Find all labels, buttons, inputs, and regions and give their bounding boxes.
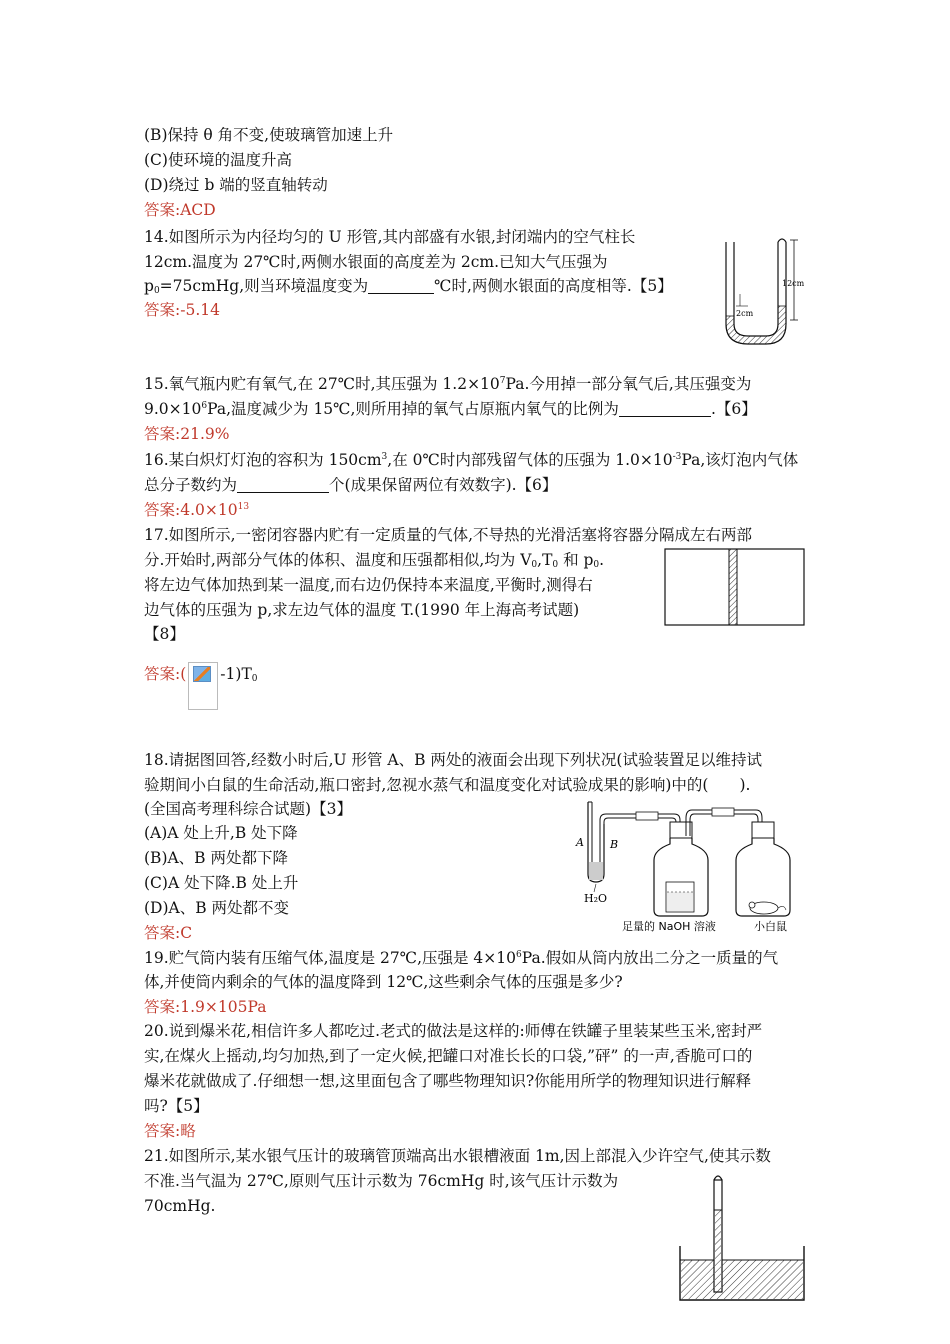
q16-line-1: 16.某白炽灯灯泡的容积为 $150cm^3$,在 0℃时内部残留气体的压强为 $1.0\times 10^{-3}Pa$,该灯泡内气体 <box>144 451 799 469</box>
q21-line-3: 70cmHg. <box>144 1197 216 1215</box>
answer-label: 答案 <box>144 501 176 519</box>
answer-value: :C <box>175 924 193 942</box>
q17-line-1: 17.如图所示,一密闭容器内贮有一定质量的气体,不导热的光滑活塞将容器分隔成左右两部 <box>144 526 753 544</box>
apparatus-figure <box>574 798 810 934</box>
answer-label: 答案 <box>144 425 176 443</box>
answer-label: 答案 <box>144 201 176 219</box>
answer-label: 答案 <box>144 665 176 683</box>
answer-label: 答案 <box>144 998 176 1016</box>
q14-answer <box>144 298 220 323</box>
q17-answer: 答案:( $-1)T_0$ <box>144 662 258 710</box>
label-mouse: 小白鼠 <box>754 920 787 933</box>
answer-blank <box>619 400 711 417</box>
answer-label: 答案 <box>144 301 176 319</box>
q13-option-b: (B)保持 θ 角不变,使玻璃管加速上升 <box>144 126 394 144</box>
q18-option-b: (B)A、B 两处都下降 <box>144 849 288 867</box>
q21-line-2: 不准.当气温为 27℃,原则气压计示数为 76cmHg 时,该气压计示数为 <box>144 1172 619 1190</box>
q13-option-c: (C)使环境的温度升高 <box>144 151 292 169</box>
q17-line-4: 边气体的压强为 p,求左边气体的温度 T.(1990 年上海高考试题) <box>144 601 580 619</box>
q15-answer <box>144 422 229 447</box>
label-2cm: 2cm <box>736 309 754 318</box>
q18-line-3: (全国高考理科综合试题)【3】 <box>144 800 352 818</box>
q17-line-2: 分.开始时,两部分气体的体积、温度和压强都相似,均为 $V_0,T_0$ 和 $p_0$. <box>144 551 605 570</box>
q19-line-2: 体,并使筒内剩余的气体的温度降到 12℃,这些剩余气体的压强是多少? <box>144 973 623 991</box>
answer-value: :1.9×105Pa <box>175 998 267 1016</box>
q20-line-4: 吗?【5】 <box>144 1097 209 1115</box>
q20-line-2: 实,在煤火上摇动,均匀加热,到了一定火候,把罐口对准长长的口袋,”砰” 的一声,香脆可口的 <box>144 1047 753 1065</box>
q14-line-3: $p_0=75cmHg$,则当环境温度变为 ℃时,两侧水银面的高度相等.【5】 <box>144 277 673 296</box>
label-a: A <box>576 836 584 849</box>
q20-line-1: 20.说到爆米花,相信许多人都吃过.老式的做法是这样的:师傅在铁罐子里装某些玉米,密封严 <box>144 1022 763 1040</box>
label-b: B <box>610 838 619 851</box>
q17-line-3: 将左边气体加热到某一温度,而右边仍保持本来温度,平衡时,测得右 <box>144 576 593 594</box>
q15-line-1: 15.氧气瓶内贮有氧气,在 27℃时,其压强为 $1.2\times 10^7Pa$.今用掉一部分氧气后,其压强变为 <box>144 375 752 393</box>
answer-value: :-5.14 <box>175 301 220 319</box>
q13-option-d: (D)绕过 b 端的竖直轴转动 <box>144 176 328 194</box>
barometer-figure <box>676 1170 808 1304</box>
q19-answer <box>144 995 266 1020</box>
q20-answer <box>144 1119 196 1144</box>
q21-line-1: 21.如图所示,某水银气压计的玻璃管顶端高出水银槽液面 1m,因上部混入少许空气,使其示数 <box>144 1147 771 1165</box>
q15-line-2: $9.0\times 10^6Pa$,温度减少为 15℃,则所用掉的氧气占原瓶内氧气的比例为 .【6】 <box>144 400 757 418</box>
q14-line-2: 12cm.温度为 27℃时,两侧水银面的高度差为 2cm.已知大气压强为 <box>144 253 608 271</box>
q16-line-2: 总分子数约为 个(成果保留两位有效数字).【6】 <box>144 476 558 494</box>
q18-option-c: (C)A 处下降.B 处上升 <box>144 874 299 892</box>
label-12cm: 12cm <box>782 279 805 288</box>
q18-line-1: 18.请据图回答,经数小时后,U 形管 A、B 两处的液面会出现下列状况(试验装置足以维持试 <box>144 751 762 769</box>
q18-line-2: 验期间小白鼠的生命活动,瓶口密封,忽视水蒸气和温度变化对试验成果的影响)中的( ). <box>144 776 751 794</box>
q18-answer <box>144 921 192 946</box>
q20-line-3: 爆米花就做成了.仔细想一想,这里面包含了哪些物理知识?你能用所学的物理知识进行解释 <box>144 1072 752 1090</box>
q18-option-a: (A)A 处上升,B 处下降 <box>144 824 298 842</box>
q16-answer: 答案$:4.0\times 10^{13}$ <box>144 501 250 519</box>
u-tube-figure <box>718 232 808 350</box>
answer-value: :略 <box>175 1122 196 1140</box>
answer-blank <box>368 277 434 294</box>
answer-value: :ACD <box>175 201 216 219</box>
label-naoh: 足量的 NaOH 溶液 <box>622 920 716 933</box>
q18-option-d: (D)A、B 两处都不变 <box>144 899 290 917</box>
answer-label: 答案 <box>144 924 176 942</box>
answer-blank <box>237 476 329 493</box>
formula-image-icon <box>188 662 218 710</box>
answer-label: 答案 <box>144 1122 176 1140</box>
q19-line-1: 19.贮气筒内装有压缩气体,温度是 27℃,压强是 $4\times 10^6Pa$.假如从筒内放出二分之一质量的气 <box>144 949 779 967</box>
label-h2o: H₂O <box>584 892 608 905</box>
q17-line-5: 【8】 <box>144 625 185 643</box>
answer-value: :21.9% <box>175 425 230 443</box>
answer-value: :4.0×10 <box>175 501 238 519</box>
q14-line-1: 14.如图所示为内径均匀的 U 形管,其内部盛有水银,封闭端内的空气柱长 <box>144 228 636 246</box>
container-piston-figure <box>664 548 806 626</box>
q13-answer <box>144 198 216 223</box>
